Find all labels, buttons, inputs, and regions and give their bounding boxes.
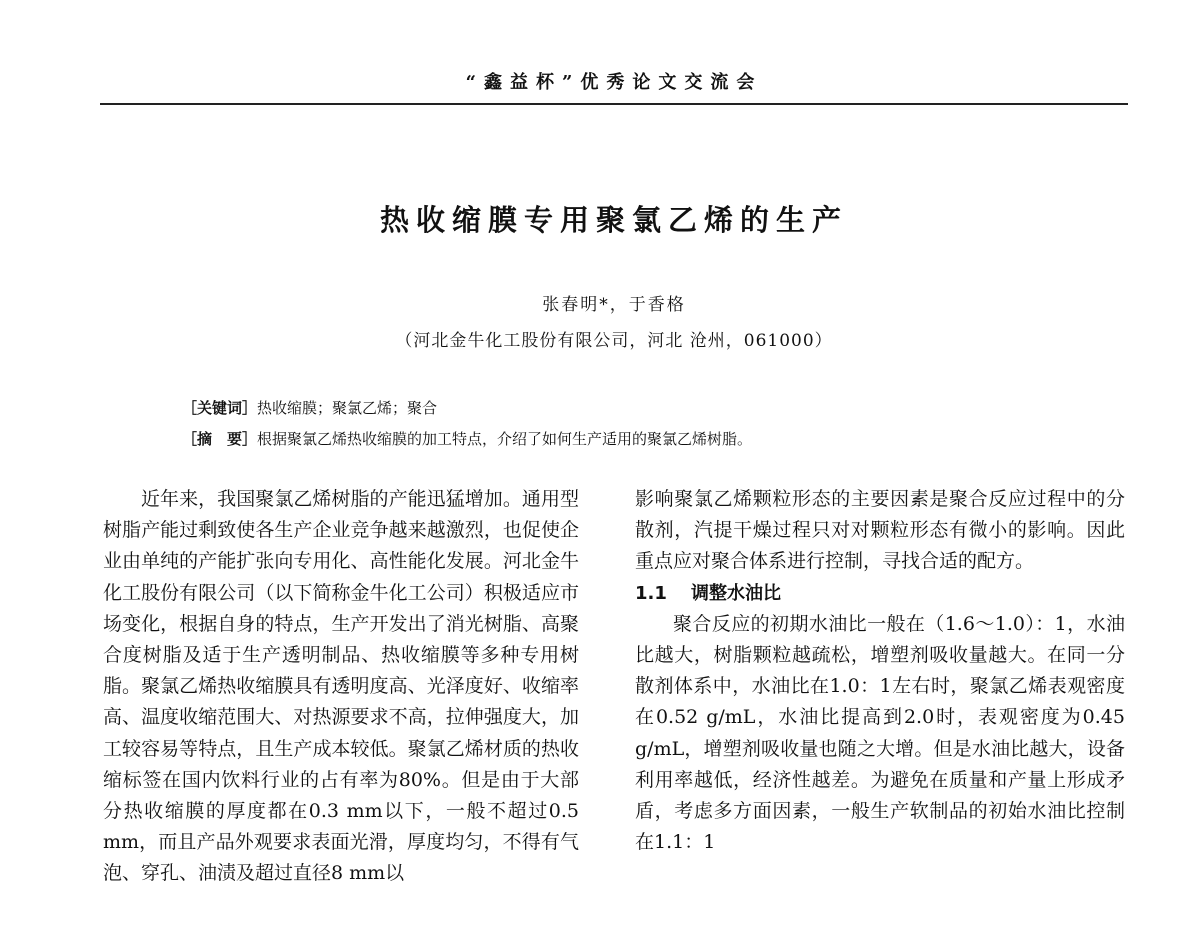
header-rule: [100, 103, 1128, 105]
body-paragraph: 影响聚氯乙烯颗粒形态的主要因素是聚合反应过程中的分散剂，汽提干燥过程只对对颗粒形态有微小的影响。因此重点应对聚合体系进行控制，寻找合适的配方。: [635, 488, 1125, 573]
section-title: 调整水油比: [691, 582, 781, 604]
section-heading: [635, 578, 1125, 609]
section-number: 1.1: [635, 582, 667, 604]
abstract-label: ［摘 要］: [182, 430, 258, 448]
abstract-line: [182, 428, 752, 449]
keywords-label: ［关键词］: [182, 399, 258, 417]
body-paragraph: 聚合反应的初期水油比一般在（1.6～1.0）：1，水油比越大，树脂颗粒越疏松，增塑剂吸收量越大。在同一分散剂体系中，水油比在1.0：1左右时，聚氯乙烯表观密度在0.52 g/mL，水油比提高到2.0时，表观密度为0.45 g/mL，增塑剂吸收量也随之大增。但是水油比越大，设备利用率越低，经济性越差。为避免在质量和产量上形成矛盾，考虑多方面因素，一般生产软制品的初始水油比控制在1.1：1: [635, 612, 1125, 854]
body-paragraph: 近年来，我国聚氯乙烯树脂的产能迅猛增加。通用型树脂产能过剩致使各生产企业竞争越来越激烈，也促使企业由单纯的产能扩张向专用化、高性能化发展。河北金牛化工股份有限公司（以下简称金牛化工公司）积极适应市场变化，根据自身的特点，生产开发出了消光树脂、高聚合度树脂及适于生产透明制品、热收缩膜等多种专用树脂。聚氯乙烯热收缩膜具有透明度高、光泽度好、收缩率高、温度收缩范围大、对热源要求不高，拉伸强度大，加工较容易等特点，且生产成本较低。聚氯乙烯材质的热收缩标签在国内饮料行业的占有率为80%。但是由于大部分热收缩膜的厚度都在0.3 mm以下，一般不超过0.5 mm，而且产品外观要求表面光滑，厚度均匀，不得有气泡、穿孔、油渍及超过直径8 mm以: [103, 488, 579, 885]
right-column: [635, 484, 1125, 858]
keywords-line: [182, 397, 437, 418]
left-column: [103, 484, 579, 890]
author-line: 张春明*，于香格: [542, 295, 686, 315]
running-header: “鑫益杯”优秀论文交流会: [465, 72, 763, 93]
keywords-text: 热收缩膜；聚氯乙烯；聚合: [257, 399, 438, 417]
abstract-text: 根据聚氯乙烯热收缩膜的加工特点，介绍了如何生产适用的聚氯乙烯树脂。: [257, 430, 753, 448]
article-title: 热收缩膜专用聚氯乙烯的生产: [379, 203, 848, 237]
affiliation-line: （河北金牛化工股份有限公司，河北 沧州，061000）: [395, 331, 833, 351]
